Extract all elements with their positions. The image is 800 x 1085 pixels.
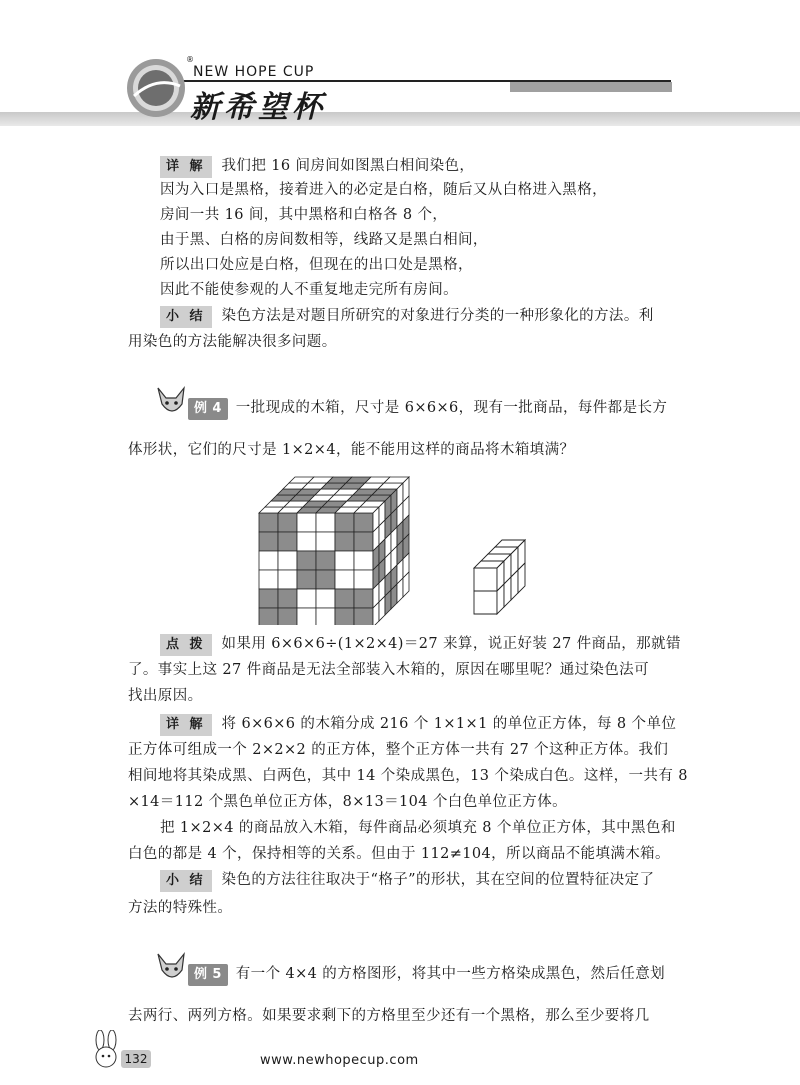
cube-front-cell xyxy=(278,513,297,532)
example-badge: 例 4 xyxy=(188,398,228,420)
text-line: 所以出口处应是白格，但现在的出口处是黑格， xyxy=(160,257,473,273)
text-line: 有一个 4×4 的方格图形，将其中一些方格染成黑色，然后任意划 xyxy=(235,966,665,982)
text-line: 体形状，它们的尺寸是 1×2×4，能不能用这样的商品将木箱填满？ xyxy=(128,442,575,458)
footer-url: www.newhopecup.com xyxy=(260,1053,419,1068)
text-line: 白色的都是 4 个，保持相等的关系。但由于 112≠104，所以商品不能填满木箱。 xyxy=(128,846,670,862)
summary-tag: 小 结 xyxy=(160,870,212,892)
brand-english: NEW HOPE CUP xyxy=(193,64,315,80)
cube-6x6x6-figure xyxy=(255,465,420,625)
fox-mascot-icon xyxy=(152,948,192,986)
cube-front-cell xyxy=(259,608,278,625)
cube-front-cell xyxy=(335,532,354,551)
brick-front-cell xyxy=(474,591,497,614)
fox-mascot-icon xyxy=(152,382,192,420)
text-line: 如果用 6×6×6÷(1×2×4)＝27 来算，说正好装 27 件商品，那就错 xyxy=(221,636,681,652)
cube-front-cell xyxy=(316,513,335,532)
text-line: 用染色的方法能解决很多问题。 xyxy=(128,334,337,350)
cube-front-cell xyxy=(297,589,316,608)
cube-front-cell xyxy=(316,589,335,608)
cube-front-cell xyxy=(316,570,335,589)
logo-icon xyxy=(124,56,188,120)
cube-front-cell xyxy=(259,532,278,551)
detail-tag: 详 解 xyxy=(160,714,212,736)
cube-front-cell xyxy=(354,608,373,625)
text-line: 因此不能使参观的人不重复地走完所有房间。 xyxy=(160,282,458,298)
text-line: 找出原因。 xyxy=(128,688,203,704)
text-line: 染色方法是对题目所研究的对象进行分类的一种形象化的方法。利 xyxy=(221,308,654,324)
cube-front-cell xyxy=(316,608,335,625)
cube-front-cell xyxy=(297,608,316,625)
text-line: 我们把 16 间房间如图黑白相间染色， xyxy=(221,158,475,174)
cube-front-cell xyxy=(278,551,297,570)
text-line: 正方体可组成一个 2×2×2 的正方体，整个正方体一共有 27 个这种正方体。我们 xyxy=(128,742,669,758)
text-line: ×14＝112 个黑色单位正方体，8×13＝104 个白色单位正方体。 xyxy=(128,794,567,810)
text-line: 因为入口是黑格，接着进入的必定是白格，随后又从白格进入黑格， xyxy=(160,182,607,198)
registered-mark: ® xyxy=(186,55,194,64)
text-line: 了。事实上这 27 件商品是无法全部装入木箱的，原因在哪里呢？通过染色法可 xyxy=(128,662,649,678)
cube-front-cell xyxy=(278,608,297,625)
page-number: 132 xyxy=(121,1050,151,1068)
text-line: 染色的方法往往取决于“格子”的形状，其在空间的位置特征决定了 xyxy=(221,872,655,888)
brick-1x2x4-figure xyxy=(470,520,550,615)
summary-tag: 小 结 xyxy=(160,306,212,328)
cube-front-cell xyxy=(297,570,316,589)
cube-front-cell xyxy=(278,532,297,551)
cube-front-cell xyxy=(354,513,373,532)
text-line: 由于黑、白格的房间数相等，线路又是黑白相间， xyxy=(160,232,488,248)
cube-front-cell xyxy=(335,608,354,625)
text-line: 将 6×6×6 的木箱分成 216 个 1×1×1 的单位正方体，每 8 个单位 xyxy=(221,716,677,732)
cube-front-cell xyxy=(297,532,316,551)
cube-front-cell xyxy=(278,589,297,608)
cube-front-cell xyxy=(259,589,278,608)
text-line: 相间地将其染成黑、白两色，其中 14 个染成黑色，13 个染成白色。这样，一共有 8 xyxy=(128,768,688,784)
text-line: 把 1×2×4 的商品放入木箱，每件商品必须填充 8 个单位正方体，其中黑色和 xyxy=(160,820,676,836)
rabbit-mascot-icon xyxy=(88,1030,124,1070)
brand-chinese: 新希望杯 xyxy=(190,90,326,125)
text-line: 房间一共 16 间，其中黑格和白格各 8 个， xyxy=(160,207,448,223)
cube-front-cell xyxy=(335,570,354,589)
text-line: 去两行、两列方格。如果要求剩下的方格里至少还有一个黑格，那么至少要将几 xyxy=(128,1008,650,1024)
text-line: 一批现成的木箱，尺寸是 6×6×6，现有一批商品，每件都是长方 xyxy=(235,400,668,416)
cube-front-cell xyxy=(297,551,316,570)
cube-front-cell xyxy=(316,551,335,570)
cube-front-cell xyxy=(259,551,278,570)
cube-front-cell xyxy=(335,589,354,608)
cube-front-cell xyxy=(259,513,278,532)
cube-front-cell xyxy=(259,570,278,589)
cube-front-cell xyxy=(278,570,297,589)
cube-front-cell xyxy=(297,513,316,532)
cube-front-cell xyxy=(335,513,354,532)
hint-tag: 点 拨 xyxy=(160,634,212,656)
cube-front-cell xyxy=(335,551,354,570)
example-badge: 例 5 xyxy=(188,964,228,986)
header-dark-bar xyxy=(510,82,672,92)
cube-front-cell xyxy=(354,589,373,608)
brick-front-cell xyxy=(474,568,497,591)
cube-front-cell xyxy=(354,532,373,551)
text-line: 方法的特殊性。 xyxy=(128,900,233,916)
cube-front-cell xyxy=(354,570,373,589)
header-gray-band xyxy=(0,112,800,126)
cube-front-cell xyxy=(316,532,335,551)
cube-front-cell xyxy=(354,551,373,570)
detail-tag: 详 解 xyxy=(160,156,212,178)
